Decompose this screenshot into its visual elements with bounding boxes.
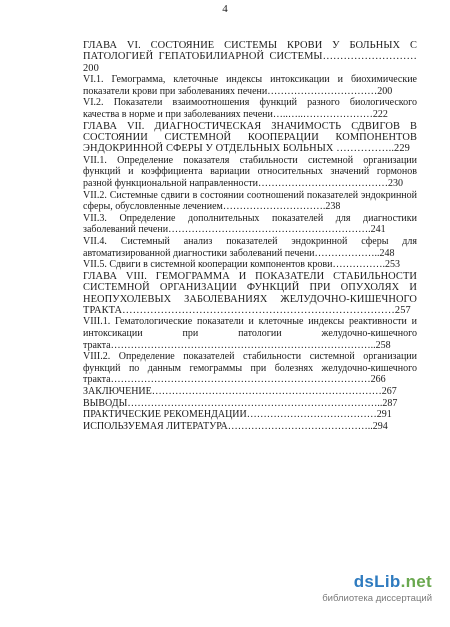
toc-entry-chapter-6: ГЛАВА VI. СОСТОЯНИЕ СИСТЕМЫ КРОВИ У БОЛЬНЫХ С ПАТОЛОГИЕЙ ГЕПАТОБИЛИАРНОЙ СИСТЕМЫ………………………200 (83, 40, 417, 74)
table-of-contents (83, 40, 417, 432)
watermark-logo-part2: .net (400, 572, 432, 591)
watermark (302, 572, 432, 605)
toc-entry-chapter-8: ГЛАВА VIII. ГЕМОГРАММА И ПОКАЗАТЕЛИ СТАБИЛЬНОСТИ СИСТЕМНОЙ ОРГАНИЗАЦИИ ФУНКЦИЙ ПРИ ОПУХОЛЯХ И НЕОПУХОЛЕВЫХ ЗАБОЛЕВАНИЯХ ЖЕЛУДОЧНО-КИШЕЧНОГО ТРАКТА……………………………………………………………………257 (83, 270, 417, 316)
toc-entry-references: ИСПОЛЬЗУЕМАЯ ЛИТЕРАТУРА……………………………………..294 (83, 420, 388, 432)
toc-entry-section-8-1: VIII.1. Гематологические показатели и клеточные индексы реактивности и интоксикации при патологии желудочно-кишечного тракта……………………………………………………………………..258 (83, 316, 417, 351)
toc-entry-chapter-7: ГЛАВА VII. ДИАГНОСТИЧЕСКАЯ ЗНАЧИМОСТЬ СДВИГОВ В СОСТОЯНИИ СИСТЕМНОЙ КООПЕРАЦИИ КОМПОНЕНТОВ ЭНДОКРИННОЙ СФЕРЫ У ОТДЕЛЬНЫХ БОЛЬНЫХ ……………..229 (83, 120, 417, 155)
watermark-tagline: библиотека диссертаций (322, 593, 432, 604)
page-number: 4 (222, 3, 228, 15)
toc-entry-section-7-5: VII.5. Сдвиги в системной кооперации компонентов крови…………….253 (83, 259, 400, 271)
toc-entry-findings: ВЫВОДЫ…………………………………………………………………..287 (83, 397, 398, 409)
toc-entry-section-7-1: VII.1. Определение показателя стабильности системной организации функций и коэффициента вариации относительных значений гормонов разной функциональной направленности…………………………………230 (83, 154, 417, 189)
toc-entry-recommendations: ПРАКТИЧЕСКИЕ РЕКОМЕНДАЦИИ…………………………………291 (83, 409, 392, 421)
toc-entry-section-7-3: VII.3. Определение дополнительных показателей для диагностики заболеваний печени…………………………………………………….241 (83, 212, 417, 236)
toc-entry-section-6-1: VI.1. Гемограмма, клеточные индексы интоксикации и биохимические показатели крови при заболеваниях печени……………………………200 (83, 74, 417, 97)
toc-entry-conclusion: ЗАКЛЮЧЕНИЕ……………………………………………………………267 (83, 385, 397, 397)
toc-entry-section-7-4: VII.4. Системный анализ показателей эндокринной сферы для автоматизированной диагностики заболеваний печени………………..248 (83, 235, 417, 259)
watermark-logo (302, 572, 432, 592)
toc-entry-section-8-2: VIII.2. Определение показателей стабильности системной организации функций по данным гемограммы при болезнях желудочно-кишечного тракта……………………………………………………………………266 (83, 351, 417, 386)
toc-entry-section-7-2: VII.2. Системные сдвиги в состоянии соотношений показателей эндокринной сферы, обусловленные лечением………………………….238 (83, 189, 417, 213)
toc-entry-section-6-2: VI.2. Показатели взаимоотношения функций разного биологического качества в норме и при заболеваниях печени…..…..…………………222 (83, 97, 417, 120)
watermark-logo-part1: dsLib (353, 572, 401, 591)
